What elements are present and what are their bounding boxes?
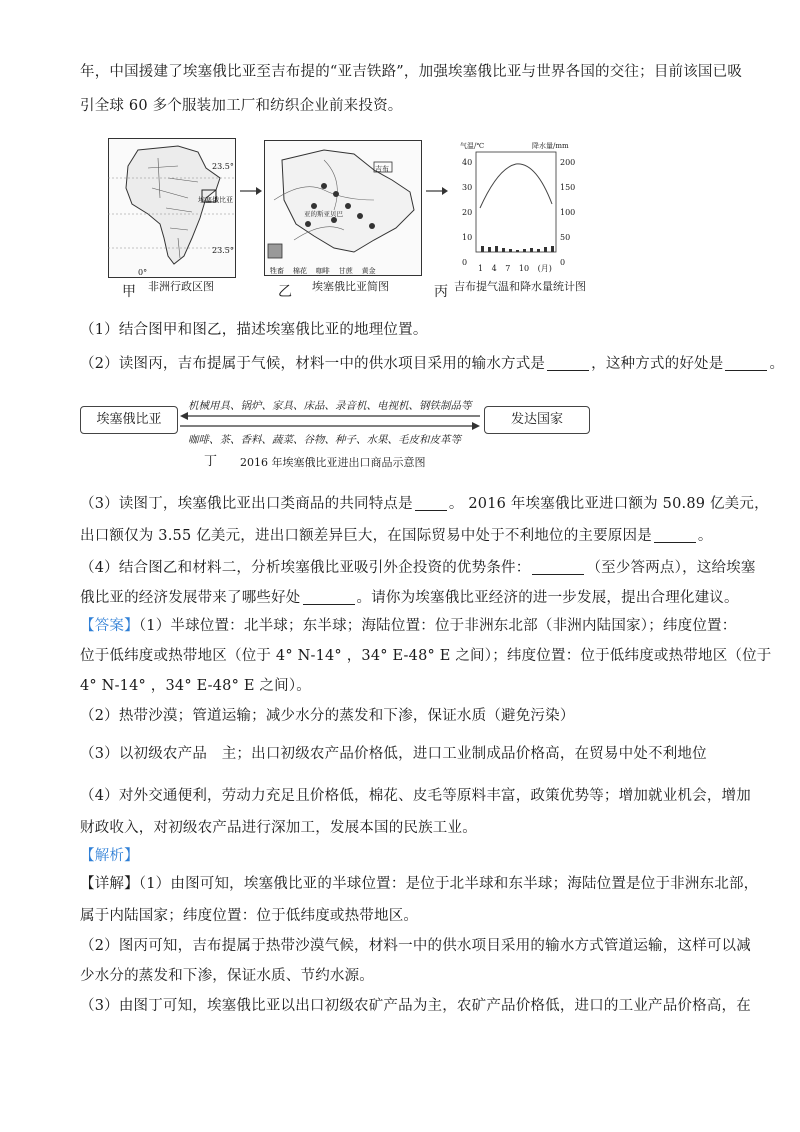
q2-text-c: 。 [769,356,785,372]
arrow-icon [426,186,448,196]
x-tick: (月) [537,264,552,273]
arrow-icon [240,186,262,196]
legend-gold: 黄金 [361,267,376,275]
africa-map [108,138,236,278]
jia-caption: 非洲行政区图 [148,280,214,293]
export-items: 咖啡、茶、香料、蔬菜、谷物、种子、水果、毛皮和皮革等 [188,434,461,446]
answer-tag: 【答案】 [80,618,139,634]
answer-blank[interactable] [415,496,447,511]
q3-text-d: 。 [697,528,713,544]
answer-4-line-1: （4）对外交通便利，劳动力充足且价格低，棉花、皮毛等原料丰富，政策优势等；增加就业机会，增加 [80,788,751,804]
figure-maps [108,138,598,298]
answer-blank[interactable] [547,356,589,371]
q2-text-a: （2）读图丙，吉布提属于气候，材料一中的供水项目采用的输水方式是 [80,356,546,372]
chart-left-axis-title: 气温/℃ [460,142,485,150]
ding-caption: 2016 年埃塞俄比亚进出口商品示意图 [240,456,426,469]
chart-right-axis-title: 降水量/mm [532,142,569,150]
left-tick: 40 [462,158,473,167]
jia-lon: 0° [138,268,148,277]
legend-sugarcane: 甘蔗 [338,267,353,275]
ding-letter: 丁 [204,454,218,469]
left-tick: 0 [462,258,468,267]
x-tick: 7 [505,264,511,273]
x-tick: 4 [491,264,497,273]
ethiopia-map [264,140,422,276]
yi-legend [270,265,376,278]
yi-caption: 埃塞俄比亚简图 [312,280,389,293]
question-1: （1）结合图甲和图乙，描述埃塞俄比亚的地理位置。 [80,322,428,338]
left-tick: 30 [462,183,473,192]
box-ethiopia: 埃塞俄比亚 [80,406,178,434]
yi-letter: 乙 [278,284,292,300]
answer-4-line-2: 财政收入，对初级农产品进行深加工，发展本国的民族工业。 [80,820,477,836]
answer-1-line-2: 位于低纬度或热带地区（位于 4° N-14° ，34° E-48° E 之间）；纬度位置：位于低纬度或热带地区（位于 [80,648,772,664]
answer-3: （3）以初级农产品 主；出口初级农产品价格低，进口工业制成品价格高，在贸易中处不利地位 [80,746,707,762]
q3-text-a: （3）读图丁，埃塞俄比亚出口类商品的共同特点是 [80,496,413,512]
right-tick: 0 [560,258,566,267]
answer-2: （2）热带沙漠；管道运输；减少水分的蒸发和下渗，保证水质（避免污染） [80,708,575,724]
right-tick: 200 [560,158,576,167]
figure-trade [76,392,592,472]
answer-1-line-1 [80,616,737,636]
answer-blank[interactable] [654,528,696,543]
chart-left-ticks [462,150,472,275]
answer-blank[interactable] [725,356,767,371]
yi-djibouti: 吉布 [375,165,389,173]
q3-text-c: 出口额仅为 3.55 亿美元，进出口额差异巨大，在国际贸易中处于不利地位的主要原因是 [80,528,652,544]
question-4-line-1 [80,558,756,578]
answer-1-text: （1）半球位置：北半球；东半球；海陆位置：位于非洲东北部（非洲内陆国家）；纬度位置： [138,618,737,634]
q4-text-c: 俄比亚的经济发展带来了哪些好处 [80,590,301,606]
legend-coffee: 咖啡 [315,267,330,275]
answer-1-line-3: 4° N-14° ，34° E-48° E 之间）。 [80,678,311,694]
left-tick: 10 [462,233,473,242]
yi-city: 亚的斯亚贝巴 [304,210,343,218]
bing-letter: 丙 [434,284,448,300]
chart-x-ticks [478,262,552,275]
intro-line-1: 年，中国援建了埃塞俄比亚至吉布提的“亚吉铁路”，加强埃塞俄比亚与世界各国的交往；目前该国已吸 [80,64,743,80]
box-developed-countries: 发达国家 [484,406,590,434]
chart-right-ticks [560,150,575,275]
answer-blank[interactable] [532,560,584,575]
answer-blank[interactable] [303,590,355,605]
jia-lat3: 23.5° [212,246,234,255]
analysis-tag: 【解析】 [80,848,139,864]
jia-country: 埃塞俄比亚 [198,196,233,204]
analysis-1-line-1: 【详解】（1）由图可知，埃塞俄比亚的半球位置：是位于北半球和东半球；海陆位置是位于非洲东北部， [80,876,759,892]
intro-line-2: 引全球 60 多个服装加工厂和纺织企业前来投资。 [80,98,403,114]
legend-livestock: 牲畜 [270,267,284,275]
jia-lat1: 23.5° [212,162,234,171]
question-3-line-2 [80,526,730,546]
left-tick: 20 [462,208,473,217]
x-tick: 1 [478,264,484,273]
import-items: 机械用具、锅炉、家具、床品、录音机、电视机、钢铁制品等 [188,400,472,412]
q4-text-b: （至少答两点），这给埃塞 [586,560,756,576]
right-tick: 100 [560,208,576,217]
question-4-line-2 [80,588,739,608]
analysis-1-line-2: 属于内陆国家；纬度位置：位于低纬度或热带地区。 [80,908,419,924]
right-tick: 150 [560,183,576,192]
analysis-2-line-1: （2）图丙可知，吉布提属于热带沙漠气候，材料一中的供水项目采用的输水方式管道运输，这样可以减 [80,938,751,954]
q2-text-b: ，这种方式的好处是 [591,356,724,372]
q4-text-d: 。请你为埃塞俄比亚经济的进一步发展，提出合理化建议。 [356,590,739,606]
legend-cotton: 棉花 [292,267,307,275]
jia-letter: 甲 [122,284,136,300]
bing-caption: 吉布提气温和降水量统计图 [454,280,586,293]
analysis-2-line-2: 少水分的蒸发和下渗，保证水质、节约水源。 [80,968,374,984]
x-tick: 10 [518,264,530,273]
q3-text-b: 。 2016 年埃塞俄比亚进口额为 50.89 亿美元， [448,496,769,512]
question-3-line-1 [80,494,769,514]
analysis-3-line-1: （3）由图丁可知，埃塞俄比亚以出口初级农矿产品为主，农矿产品价格低，进口的工业产品价格高，在 [80,998,751,1014]
right-tick: 50 [560,233,571,242]
question-2 [80,354,785,374]
q4-text-a: （4）结合图乙和材料二，分析埃塞俄比亚吸引外企投资的优势条件： [80,560,531,576]
